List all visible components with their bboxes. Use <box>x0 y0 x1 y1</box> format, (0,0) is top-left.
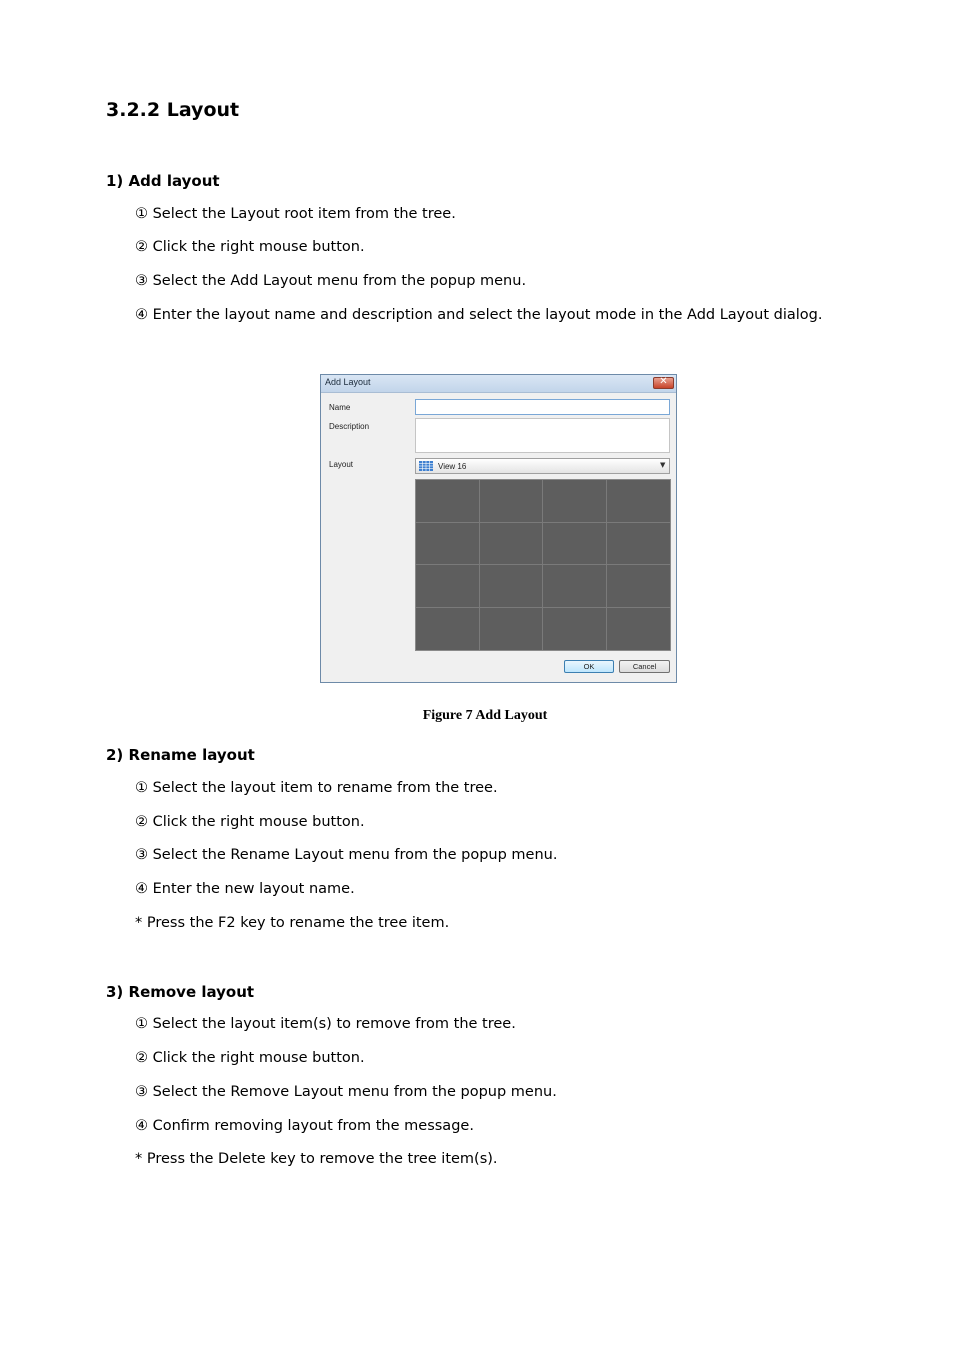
preview-cell <box>480 565 544 608</box>
preview-cell <box>543 565 607 608</box>
layout-select[interactable] <box>415 458 670 474</box>
close-button[interactable] <box>653 377 674 389</box>
layout-preview-grid <box>415 479 671 651</box>
preview-cell <box>607 565 671 608</box>
remove-step-4: ④ Confirm removing layout from the message. <box>135 1118 474 1134</box>
close-icon: ✕ <box>659 376 668 387</box>
preview-cell <box>543 523 607 566</box>
remove-layout-heading: 3) Remove layout <box>106 983 255 1001</box>
description-input[interactable] <box>415 418 670 453</box>
add-step-4: ④ Enter the layout name and description and select the layout mode in the Add Layout dialog. <box>135 307 823 323</box>
chevron-down-icon: ▼ <box>660 461 666 469</box>
layout-grid-icon <box>419 461 433 471</box>
add-step-3: ③ Select the Add Layout menu from the popup menu. <box>135 273 527 289</box>
remove-step-1: ① Select the layout item(s) to remove from the tree. <box>135 1016 516 1032</box>
name-label: Name <box>329 403 351 412</box>
preview-cell <box>543 480 607 523</box>
layout-select-value: View 16 <box>438 462 467 471</box>
remove-tip: * Press the Delete key to remove the tree item(s). <box>135 1151 498 1167</box>
description-label: Description <box>329 422 370 431</box>
layout-label: Layout <box>329 460 354 469</box>
dialog-titlebar <box>321 375 676 393</box>
rename-layout-heading: 2) Rename layout <box>106 746 255 764</box>
remove-step-2: ② Click the right mouse button. <box>135 1050 365 1066</box>
remove-step-3: ③ Select the Remove Layout menu from the popup menu. <box>135 1084 557 1100</box>
name-input[interactable] <box>415 399 670 415</box>
preview-cell <box>480 523 544 566</box>
preview-cell <box>607 608 671 651</box>
ok-button[interactable]: OK <box>564 660 614 673</box>
rename-step-4: ④ Enter the new layout name. <box>135 881 355 897</box>
section-title: 3.2.2 Layout <box>106 99 240 121</box>
cancel-button[interactable]: Cancel <box>619 660 670 673</box>
rename-step-3: ③ Select the Rename Layout menu from the popup menu. <box>135 847 558 863</box>
preview-cell <box>480 480 544 523</box>
preview-cell <box>416 608 480 651</box>
preview-cell <box>607 480 671 523</box>
rename-step-2: ② Click the right mouse button. <box>135 814 365 830</box>
add-layout-heading: 1) Add layout <box>106 172 220 190</box>
rename-step-1: ① Select the layout item to rename from the tree. <box>135 780 498 796</box>
add-layout-dialog <box>320 374 677 683</box>
add-step-1: ① Select the Layout root item from the tree. <box>135 206 456 222</box>
preview-cell <box>416 523 480 566</box>
preview-cell <box>416 480 480 523</box>
preview-cell <box>543 608 607 651</box>
add-step-2: ② Click the right mouse button. <box>135 239 365 255</box>
preview-cell <box>480 608 544 651</box>
dialog-title: Add Layout <box>325 377 371 387</box>
preview-cell <box>416 565 480 608</box>
figure-caption: Figure 7 Add Layout <box>422 708 548 723</box>
rename-tip: * Press the F2 key to rename the tree item. <box>135 915 450 931</box>
preview-cell <box>607 523 671 566</box>
